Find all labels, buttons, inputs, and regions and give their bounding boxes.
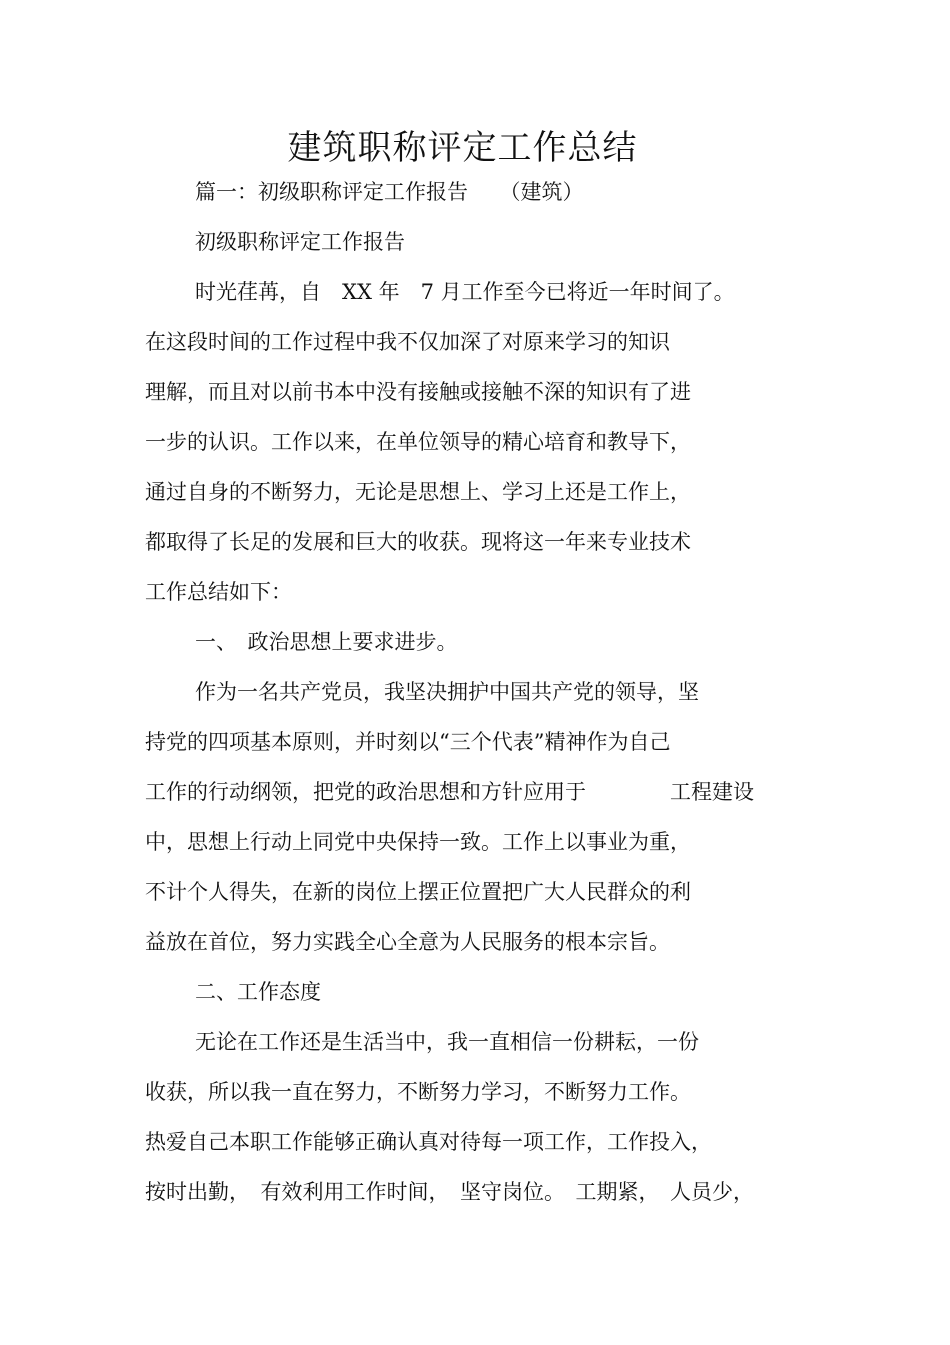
paragraph-line: 持党的四项基本原则，并时刻以“三个代表”精神作为自己 (145, 730, 671, 754)
paragraph-line: 按时出勤， 有效利用工作时间， 坚守岗位。 工期紧， 人员少， (145, 1180, 754, 1204)
paragraph-line: 都取得了长足的发展和巨大的收获。现将这一年来专业技术 (145, 530, 691, 554)
paragraph-line: 收获，所以我一直在努力，不断努力学习，不断努力工作。 (145, 1080, 691, 1104)
paragraph-line: 热爱自己本职工作能够正确认真对待每一项工作，工作投入， (145, 1130, 712, 1154)
paragraph-line: 时光荏苒，自 XX 年 7 月工作至今已将近一年时间了。 (195, 280, 735, 304)
paragraph-line: 作为一名共产党员，我坚决拥护中国共产党的领导，坚 (195, 680, 699, 704)
paragraph-line: 工作总结如下： (145, 580, 292, 604)
paragraph-line: 益放在首位，努力实践全心全意为人民服务的根本宗旨。 (145, 930, 670, 954)
document-title: 建筑职称评定工作总结 (287, 128, 638, 168)
section-heading: 二、工作态度 (195, 980, 321, 1004)
section-heading: 初级职称评定工作报告 (195, 230, 405, 254)
section-heading: 一、 政治思想上要求进步。 (195, 630, 458, 654)
paragraph-line: 不计个人得失，在新的岗位上摆正位置把广大人民群众的利 (145, 880, 691, 904)
paragraph-line: 无论在工作还是生活当中，我一直相信一份耕耘，一份 (195, 1030, 699, 1054)
paragraph-line: 中，思想上行动上同党中央保持一致。工作上以事业为重， (145, 830, 691, 854)
paragraph-line: 工作的行动纲领，把党的政治思想和方针应用于 工程建设 (145, 780, 754, 804)
paragraph-line: 理解，而且对以前书本中没有接触或接触不深的知识有了进 (145, 380, 691, 404)
subtitle-line: 篇一：初级职称评定工作报告 （建筑） (195, 180, 584, 204)
paragraph-line: 一步的认识。工作以来，在单位领导的精心培育和教导下， (145, 430, 691, 454)
paragraph-line: 在这段时间的工作过程中我不仅加深了对原来学习的知识 (145, 330, 670, 354)
paragraph-line: 通过自身的不断努力，无论是思想上、学习上还是工作上， (145, 480, 691, 504)
